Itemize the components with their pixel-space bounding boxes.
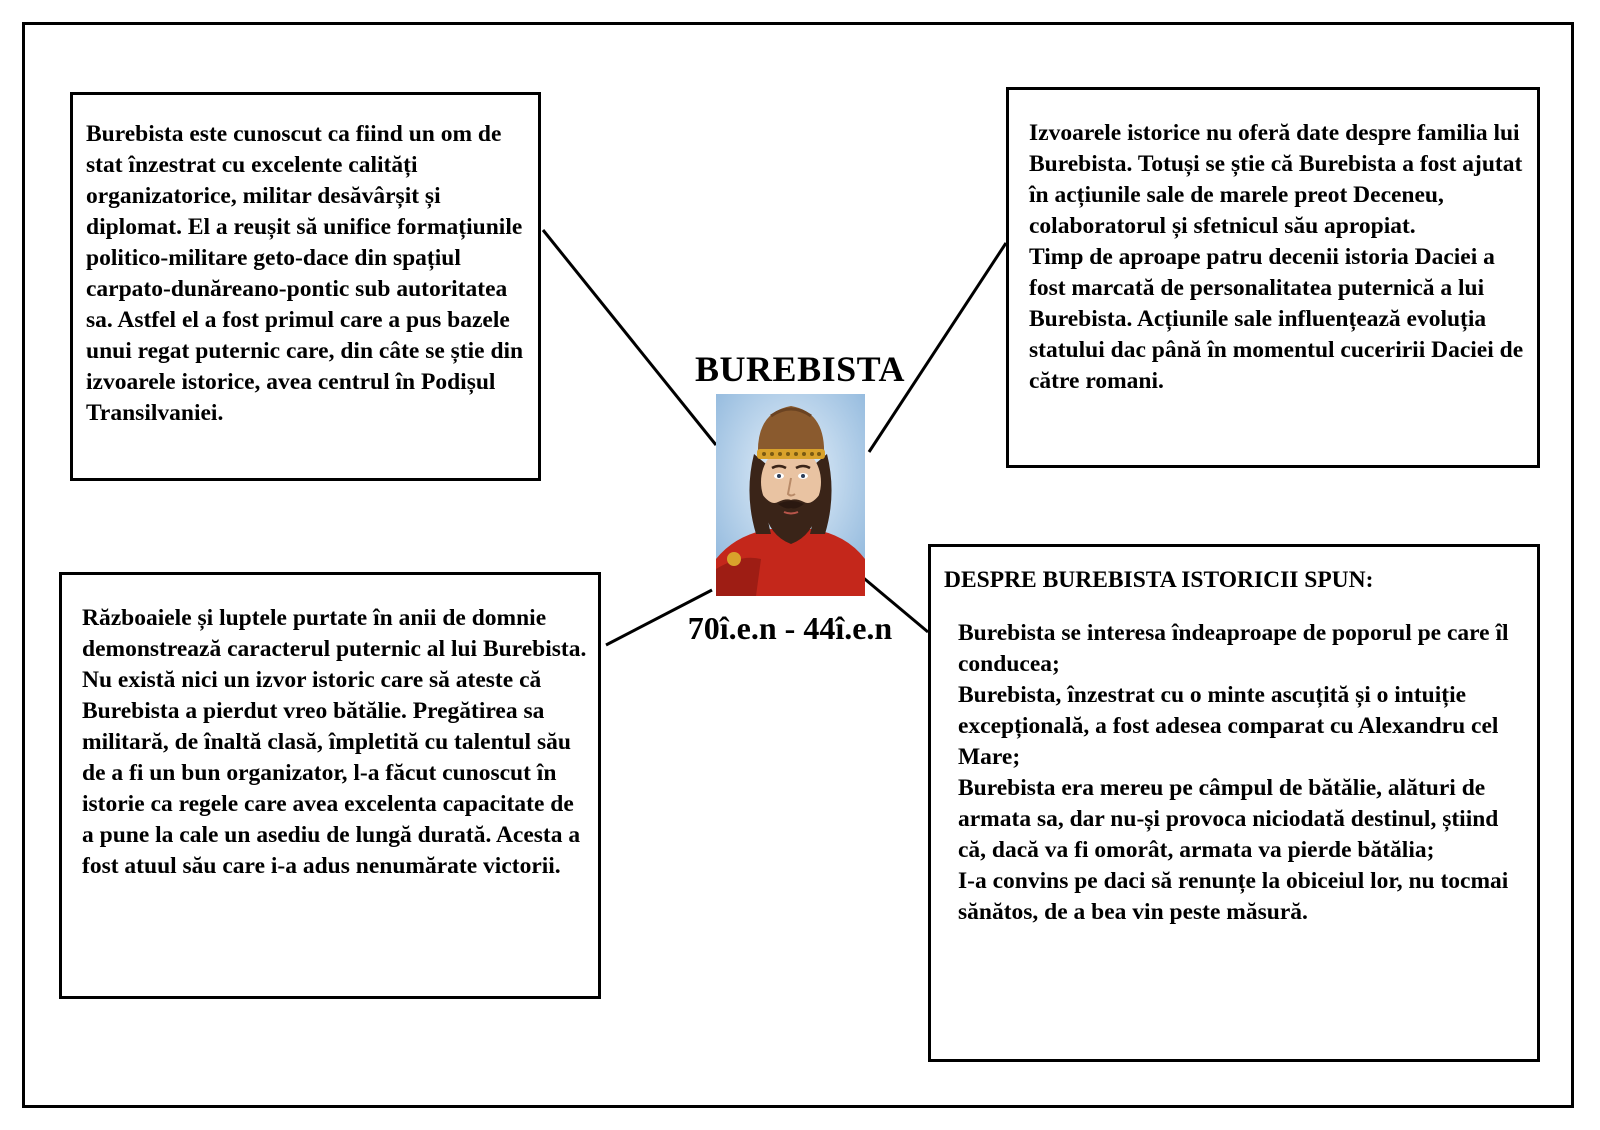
influence-text: Timp de aproape patru decenii istoria Daciei a fost marcată de personalitatea puternică a lui Burebista. Acțiunile sale influențează evoluția statului dac până în momentul cuceririi Daciei de către romani. (1029, 244, 1524, 394)
list-item: Burebista era mereu pe câmpul de bătălie, alături de armata sa, dar nu-și provoca niciodată destinul, știind că, dacă va fi omorât, armata va pierde bătălia; (958, 775, 1499, 863)
info-box-historians (928, 544, 1540, 1062)
list-item: I-a convins pe daci să renunțe la obiceiul lor, nu tocmai sănătos, de a bea vin peste măsură. (958, 868, 1509, 925)
info-box-wars (59, 572, 601, 999)
family-text: Izvoarele istorice nu oferă date despre familia lui Burebista. Totuși se știe că Burebista a fost ajutat în acțiunile sale de marele preot Deceneu, colaboratorul și sfetnicul său apropiat. (1029, 120, 1523, 239)
reign-dates: 70î.e.n - 44î.e.n (687, 610, 893, 646)
connector-top-left (543, 230, 716, 445)
historians-list (944, 618, 1531, 928)
list-item: Burebista, înzestrat cu o minte ascuțită și o intuiție excepțională, a fost adesea comparat cu Alexandru cel Mare; (958, 682, 1499, 770)
info-box-family (1006, 87, 1540, 468)
historians-heading: DESPRE BUREBISTA ISTORICII SPUN: (944, 567, 1374, 593)
info-box-statesman (70, 92, 541, 481)
bearded-king-portrait-icon (716, 394, 865, 596)
list-item: Burebista se interesa îndeaproape de poporul pe care îl conducea; (958, 620, 1509, 677)
statesman-text: Burebista este cunoscut ca fiind un om de stat înzestrat cu excelente calități organizatorice, militar desăvârșit și diplomat. El a reușit să unifice formațiunile politico-militare geto-dace din spațiul carpato-dunăreano-pontic sub autoritatea sa. Astfel el a fost primul care a pus bazele unui regat puternic care, din câte se știe din izvoarele istorice, avea centrul în Podișul Transilvaniei. (86, 121, 524, 426)
central-title: BUREBISTA (695, 349, 905, 389)
wars-text: Războaiele și luptele purtate în anii de domnie demonstrează caracterul puternic al lui Burebista. Nu există nici un izvor istoric care să ateste că Burebista a pierdut vreo bătălie. Pregătirea sa militară, de înaltă clasă, împletită cu talentul său de a fi un bun organizator, l-a făcut cunoscut în istorie ca regele care avea excelenta capacitate de a pune la cale un asediu de lungă durată. Acesta a fost atuul său care i-a adus nenumărate victorii. (82, 605, 587, 879)
